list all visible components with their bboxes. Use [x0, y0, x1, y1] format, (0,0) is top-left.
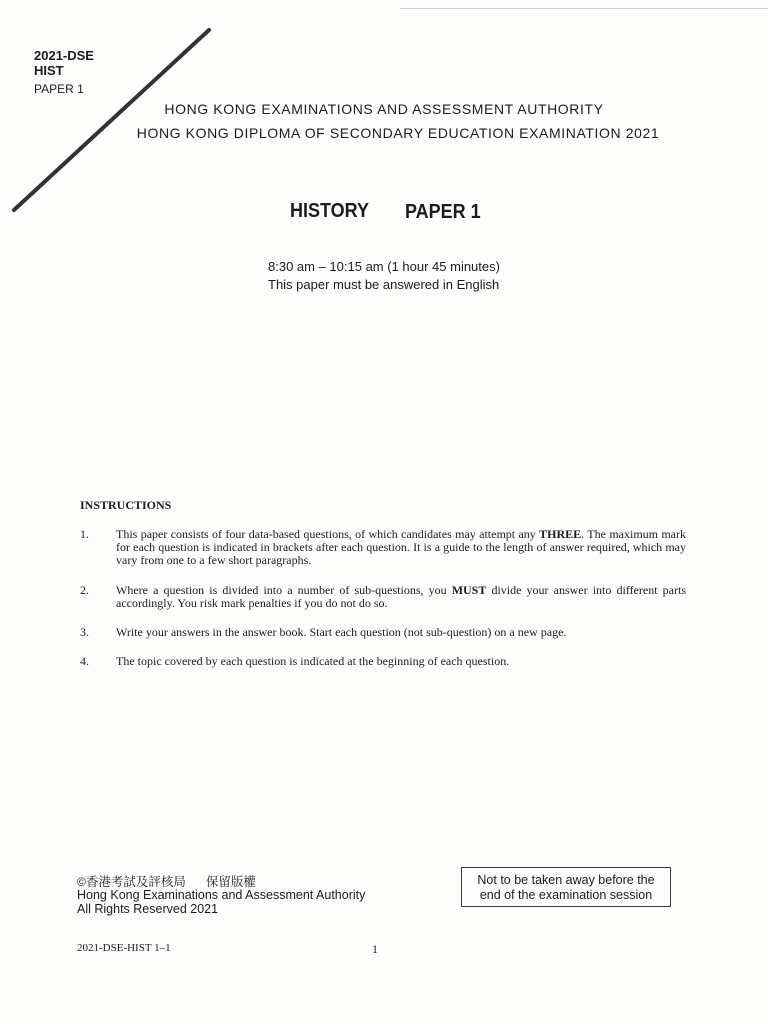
copyright-english-name: Hong Kong Examinations and Assessment Authority	[77, 888, 366, 902]
exam-name: HONG KONG DIPLOMA OF SECONDARY EDUCATION EXAMINATION 2021	[136, 125, 660, 141]
authority-name: HONG KONG EXAMINATIONS AND ASSESSMENT AUTHORITY	[164, 101, 604, 117]
instruction-text: The topic covered by each question is indicated at the beginning of each question.	[116, 654, 510, 668]
copyright-chinese-rights: 保留版權	[205, 875, 256, 889]
copyright-chinese-name: 香港考試及評核局	[85, 875, 186, 889]
exam-language: This paper must be answered in English	[268, 277, 500, 292]
paper-title: PAPER 1	[405, 201, 481, 223]
instruction-text: Where a question is divided into a number of sub-questions, you MUST divide your answer into different parts accordingly. You risk mark penalties if you do not do so.	[116, 583, 687, 610]
notice-line-1: Not to be taken away before the	[477, 873, 655, 887]
instructions-heading: INSTRUCTIONS	[80, 498, 172, 512]
instruction-text: This paper consists of four data-based questions, of which candidates may attempt any THREE. The maximum mark for each question is indicated in brackets after each question. It is a guide to the length of answer required, which may vary from one to a few short paragraphs.	[116, 527, 686, 567]
subject-title: HISTORY	[290, 200, 370, 222]
subject-code-year: 2021-DSE	[34, 48, 94, 63]
instruction-number: 1.	[80, 527, 89, 541]
notice-line-2: end of the examination session	[479, 888, 653, 902]
instruction-emphasis: MUST	[451, 583, 487, 597]
copyright-symbol: ©	[77, 875, 86, 889]
copyright-rights: All Rights Reserved 2021	[77, 902, 219, 916]
instruction-number: 2.	[80, 583, 89, 597]
instruction-emphasis: THREE	[539, 527, 582, 541]
page-number: 1	[372, 942, 378, 956]
instruction-text: Write your answers in the answer book. Start each question (not sub-question) on a new page.	[116, 625, 567, 639]
subject-code-hist: HIST	[34, 63, 64, 78]
exam-time: 8:30 am – 10:15 am (1 hour 45 minutes)	[268, 259, 500, 274]
instruction-number: 4.	[80, 654, 89, 668]
subject-code	[34, 48, 94, 78]
corner-paper-label: PAPER 1	[34, 82, 84, 96]
instruction-number: 3.	[80, 625, 89, 639]
notice-box	[461, 867, 671, 907]
footer-paper-code: 2021-DSE-HIST 1–1	[77, 942, 171, 954]
